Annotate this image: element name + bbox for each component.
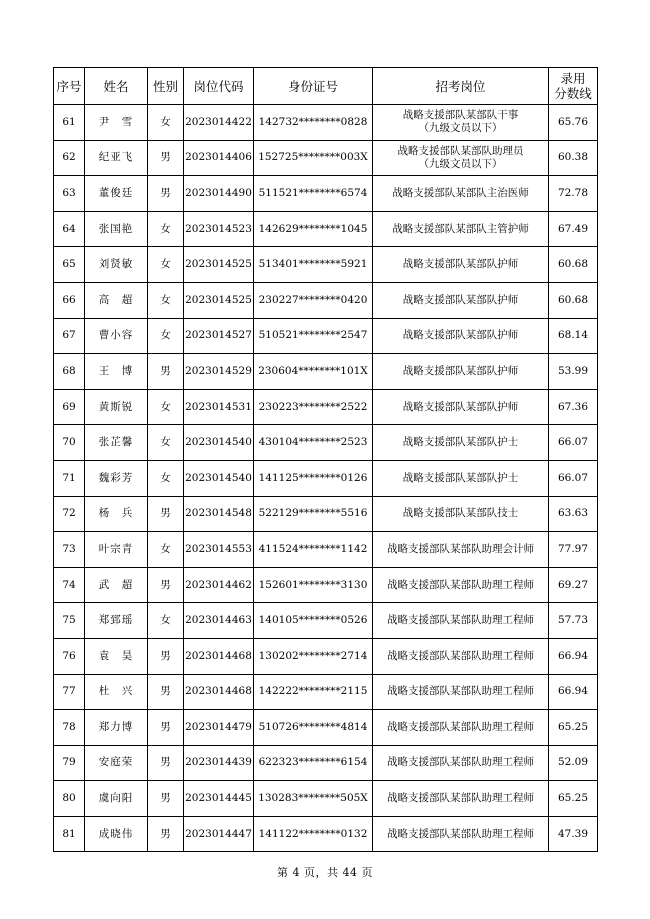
cell-post: [373, 496, 549, 532]
cell-post: [373, 460, 549, 496]
cell-id-number: 230604********101X: [254, 354, 373, 390]
cell-score: 47.39: [549, 816, 598, 852]
cell-id-number: 142732********0828: [254, 105, 373, 141]
cell-post: [373, 389, 549, 425]
cell-id-number: 142222********2115: [254, 674, 373, 710]
cell-name: 成晓伟: [85, 816, 148, 852]
cell-seq: 61: [54, 105, 85, 141]
post-title: 战略支援部队某部队助理工程师: [387, 827, 534, 840]
post-title: 战略支援部队某部队助理工程师: [387, 685, 534, 698]
post-title: 战略支援部队某部队助理工程师: [387, 756, 534, 769]
table-row: [54, 745, 598, 781]
cell-id-number: 510726********4814: [254, 710, 373, 746]
cell-score: 65.76: [549, 105, 598, 141]
cell-post: [373, 211, 549, 247]
cell-gender: 男: [148, 745, 184, 781]
cell-id-number: 141122********0132: [254, 816, 373, 852]
cell-name: 高 超: [85, 282, 148, 318]
cell-score: 52.09: [549, 745, 598, 781]
table-row: [54, 710, 598, 746]
cell-post: [373, 816, 549, 852]
table-row: [54, 460, 598, 496]
cell-name: 尹 雪: [85, 105, 148, 141]
post-title: 战略支援部队某部队助理工程师: [387, 792, 534, 805]
header-score-line1: 录用: [560, 71, 586, 86]
cell-post: [373, 282, 549, 318]
cell-post: [373, 176, 549, 212]
page-footer: 第 4 页，共 44 页: [277, 866, 373, 879]
cell-name: 张国艳: [85, 211, 148, 247]
cell-gender: 女: [148, 247, 184, 283]
cell-name: 张芷馨: [85, 425, 148, 461]
cell-name: 杜 兴: [85, 674, 148, 710]
table-row: [54, 211, 598, 247]
cell-gender: 男: [148, 781, 184, 817]
cell-id-number: 130202********2714: [254, 638, 373, 674]
cell-seq: 77: [54, 674, 85, 710]
cell-post-code: 2023014422: [184, 105, 254, 141]
cell-seq: 65: [54, 247, 85, 283]
cell-post-code: 2023014529: [184, 354, 254, 390]
cell-seq: 69: [54, 389, 85, 425]
post-grade: （九级文员以下）: [418, 122, 503, 135]
cell-score: 66.94: [549, 674, 598, 710]
cell-seq: 78: [54, 710, 85, 746]
cell-post-code: 2023014479: [184, 710, 254, 746]
cell-score: 65.25: [549, 710, 598, 746]
header-row: [54, 68, 598, 105]
table-row: [54, 532, 598, 568]
cell-name: 武 超: [85, 567, 148, 603]
cell-post: [373, 318, 549, 354]
cell-id-number: 411524********1142: [254, 532, 373, 568]
table-row: [54, 603, 598, 639]
post-title: 战略支援部队某部队技士: [402, 507, 519, 520]
cell-post: [373, 532, 549, 568]
cell-seq: 70: [54, 425, 85, 461]
cell-post: [373, 567, 549, 603]
cell-gender: 女: [148, 532, 184, 568]
cell-score: 66.07: [549, 460, 598, 496]
cell-gender: 男: [148, 710, 184, 746]
cell-seq: 74: [54, 567, 85, 603]
table-row: [54, 816, 598, 852]
cell-post-code: 2023014468: [184, 638, 254, 674]
cell-post: [373, 247, 549, 283]
cell-post-code: 2023014463: [184, 603, 254, 639]
cell-post-code: 2023014406: [184, 140, 254, 176]
table-row: [54, 389, 598, 425]
cell-score: 67.49: [549, 211, 598, 247]
cell-id-number: 152601********3130: [254, 567, 373, 603]
table-row: [54, 176, 598, 212]
post-title: 战略支援部队某部队护师: [402, 400, 519, 413]
cell-post-code: 2023014527: [184, 318, 254, 354]
cell-post: [373, 140, 549, 176]
cell-post-code: 2023014523: [184, 211, 254, 247]
cell-seq: 72: [54, 496, 85, 532]
cell-seq: 66: [54, 282, 85, 318]
header-post-code: 岗位代码: [184, 68, 254, 105]
cell-gender: 女: [148, 105, 184, 141]
post-title: 战略支援部队某部队助理工程师: [387, 649, 534, 662]
cell-gender: 男: [148, 496, 184, 532]
post-title: 战略支援部队某部队助理工程师: [387, 720, 534, 733]
post-title: 战略支援部队某部队主管护师: [392, 222, 529, 235]
cell-post-code: 2023014439: [184, 745, 254, 781]
post-title: 战略支援部队某部队干事: [402, 109, 519, 122]
cell-id-number: 140105********0526: [254, 603, 373, 639]
cell-seq: 67: [54, 318, 85, 354]
cell-name: 袁 昊: [85, 638, 148, 674]
cell-post-code: 2023014462: [184, 567, 254, 603]
table-row: [54, 318, 598, 354]
cell-score: 60.38: [549, 140, 598, 176]
table-row: [54, 140, 598, 176]
cell-gender: 女: [148, 389, 184, 425]
cell-id-number: 522129********5516: [254, 496, 373, 532]
post-title: 战略支援部队某部队护士: [402, 436, 519, 449]
header-score: [549, 68, 598, 105]
cell-score: 72.78: [549, 176, 598, 212]
cell-gender: 女: [148, 603, 184, 639]
cell-id-number: 130283********505X: [254, 781, 373, 817]
cell-seq: 73: [54, 532, 85, 568]
cell-id-number: 152725********003X: [254, 140, 373, 176]
cell-seq: 80: [54, 781, 85, 817]
cell-post: [373, 674, 549, 710]
cell-gender: 女: [148, 211, 184, 247]
cell-seq: 62: [54, 140, 85, 176]
cell-score: 60.68: [549, 247, 598, 283]
cell-post-code: 2023014553: [184, 532, 254, 568]
cell-gender: 女: [148, 460, 184, 496]
cell-post-code: 2023014540: [184, 460, 254, 496]
cell-name: 黄斯锐: [85, 389, 148, 425]
cell-score: 57.73: [549, 603, 598, 639]
table-row: [54, 781, 598, 817]
cell-score: 60.68: [549, 282, 598, 318]
cell-score: 66.07: [549, 425, 598, 461]
cell-name: 安庭荣: [85, 745, 148, 781]
cell-id-number: 622323********6154: [254, 745, 373, 781]
cell-id-number: 230223********2522: [254, 389, 373, 425]
table-row: [54, 247, 598, 283]
table-row: [54, 105, 598, 141]
cell-gender: 女: [148, 318, 184, 354]
cell-id-number: 141125********0126: [254, 460, 373, 496]
post-title: 战略支援部队某部队护师: [402, 364, 519, 377]
table-row: [54, 674, 598, 710]
post-title: 战略支援部队某部队助理工程师: [387, 578, 534, 591]
cell-post: [373, 781, 549, 817]
cell-post-code: 2023014468: [184, 674, 254, 710]
table-row: [54, 425, 598, 461]
cell-score: 67.36: [549, 389, 598, 425]
cell-gender: 男: [148, 354, 184, 390]
cell-name: 叶宗青: [85, 532, 148, 568]
admission-table: [53, 67, 598, 852]
table-row: [54, 567, 598, 603]
post-title: 战略支援部队某部队护士: [402, 471, 519, 484]
post-title: 战略支援部队某部队助理员: [397, 144, 524, 157]
post-title: 战略支援部队某部队助理会计师: [387, 542, 534, 555]
cell-post: [373, 105, 549, 141]
cell-post-code: 2023014447: [184, 816, 254, 852]
cell-name: 曹小容: [85, 318, 148, 354]
cell-post-code: 2023014445: [184, 781, 254, 817]
cell-seq: 63: [54, 176, 85, 212]
cell-post: [373, 603, 549, 639]
table-row: [54, 354, 598, 390]
post-title: 战略支援部队某部队护师: [402, 293, 519, 306]
cell-name: 王 博: [85, 354, 148, 390]
cell-name: 虞向阳: [85, 781, 148, 817]
cell-post-code: 2023014490: [184, 176, 254, 212]
cell-gender: 男: [148, 567, 184, 603]
header-seq: 序号: [54, 68, 85, 105]
cell-gender: 男: [148, 816, 184, 852]
cell-name: 刘贤敏: [85, 247, 148, 283]
cell-score: 65.25: [549, 781, 598, 817]
cell-name: 纪亚飞: [85, 140, 148, 176]
cell-post-code: 2023014525: [184, 282, 254, 318]
cell-post: [373, 710, 549, 746]
cell-score: 53.99: [549, 354, 598, 390]
header-post: 招考岗位: [373, 68, 549, 105]
cell-name: 董俊廷: [85, 176, 148, 212]
cell-id-number: 430104********2523: [254, 425, 373, 461]
header-name: 姓名: [85, 68, 148, 105]
cell-name: 郑力博: [85, 710, 148, 746]
cell-post: [373, 745, 549, 781]
cell-gender: 男: [148, 140, 184, 176]
cell-seq: 81: [54, 816, 85, 852]
cell-post-code: 2023014540: [184, 425, 254, 461]
table-row: [54, 638, 598, 674]
cell-name: 杨 兵: [85, 496, 148, 532]
header-score-line2: 分数线: [554, 86, 592, 101]
post-title: 战略支援部队某部队护师: [402, 329, 519, 342]
cell-post-code: 2023014525: [184, 247, 254, 283]
cell-seq: 79: [54, 745, 85, 781]
cell-id-number: 142629********1045: [254, 211, 373, 247]
cell-post: [373, 638, 549, 674]
cell-seq: 76: [54, 638, 85, 674]
cell-post-code: 2023014548: [184, 496, 254, 532]
cell-gender: 男: [148, 638, 184, 674]
header-gender: 性别: [148, 68, 184, 105]
cell-name: 魏彩芳: [85, 460, 148, 496]
cell-post-code: 2023014531: [184, 389, 254, 425]
cell-id-number: 513401********5921: [254, 247, 373, 283]
cell-score: 63.63: [549, 496, 598, 532]
post-title: 战略支援部队某部队护师: [402, 258, 519, 271]
cell-post: [373, 425, 549, 461]
table-row: [54, 282, 598, 318]
table-row: [54, 496, 598, 532]
cell-score: 66.94: [549, 638, 598, 674]
cell-id-number: 510521********2547: [254, 318, 373, 354]
cell-gender: 男: [148, 176, 184, 212]
cell-seq: 75: [54, 603, 85, 639]
post-title: 战略支援部队某部队主治医师: [392, 186, 529, 199]
cell-seq: 64: [54, 211, 85, 247]
header-id-number: 身份证号: [254, 68, 373, 105]
post-grade: （九级文员以下）: [418, 157, 503, 170]
cell-gender: 女: [148, 282, 184, 318]
cell-gender: 男: [148, 674, 184, 710]
post-title: 战略支援部队某部队助理工程师: [387, 614, 534, 627]
cell-score: 77.97: [549, 532, 598, 568]
cell-score: 68.14: [549, 318, 598, 354]
cell-gender: 女: [148, 425, 184, 461]
cell-seq: 71: [54, 460, 85, 496]
cell-seq: 68: [54, 354, 85, 390]
cell-id-number: 230227********0420: [254, 282, 373, 318]
cell-name: 郑郅瑶: [85, 603, 148, 639]
cell-post: [373, 354, 549, 390]
cell-id-number: 511521********6574: [254, 176, 373, 212]
cell-score: 69.27: [549, 567, 598, 603]
